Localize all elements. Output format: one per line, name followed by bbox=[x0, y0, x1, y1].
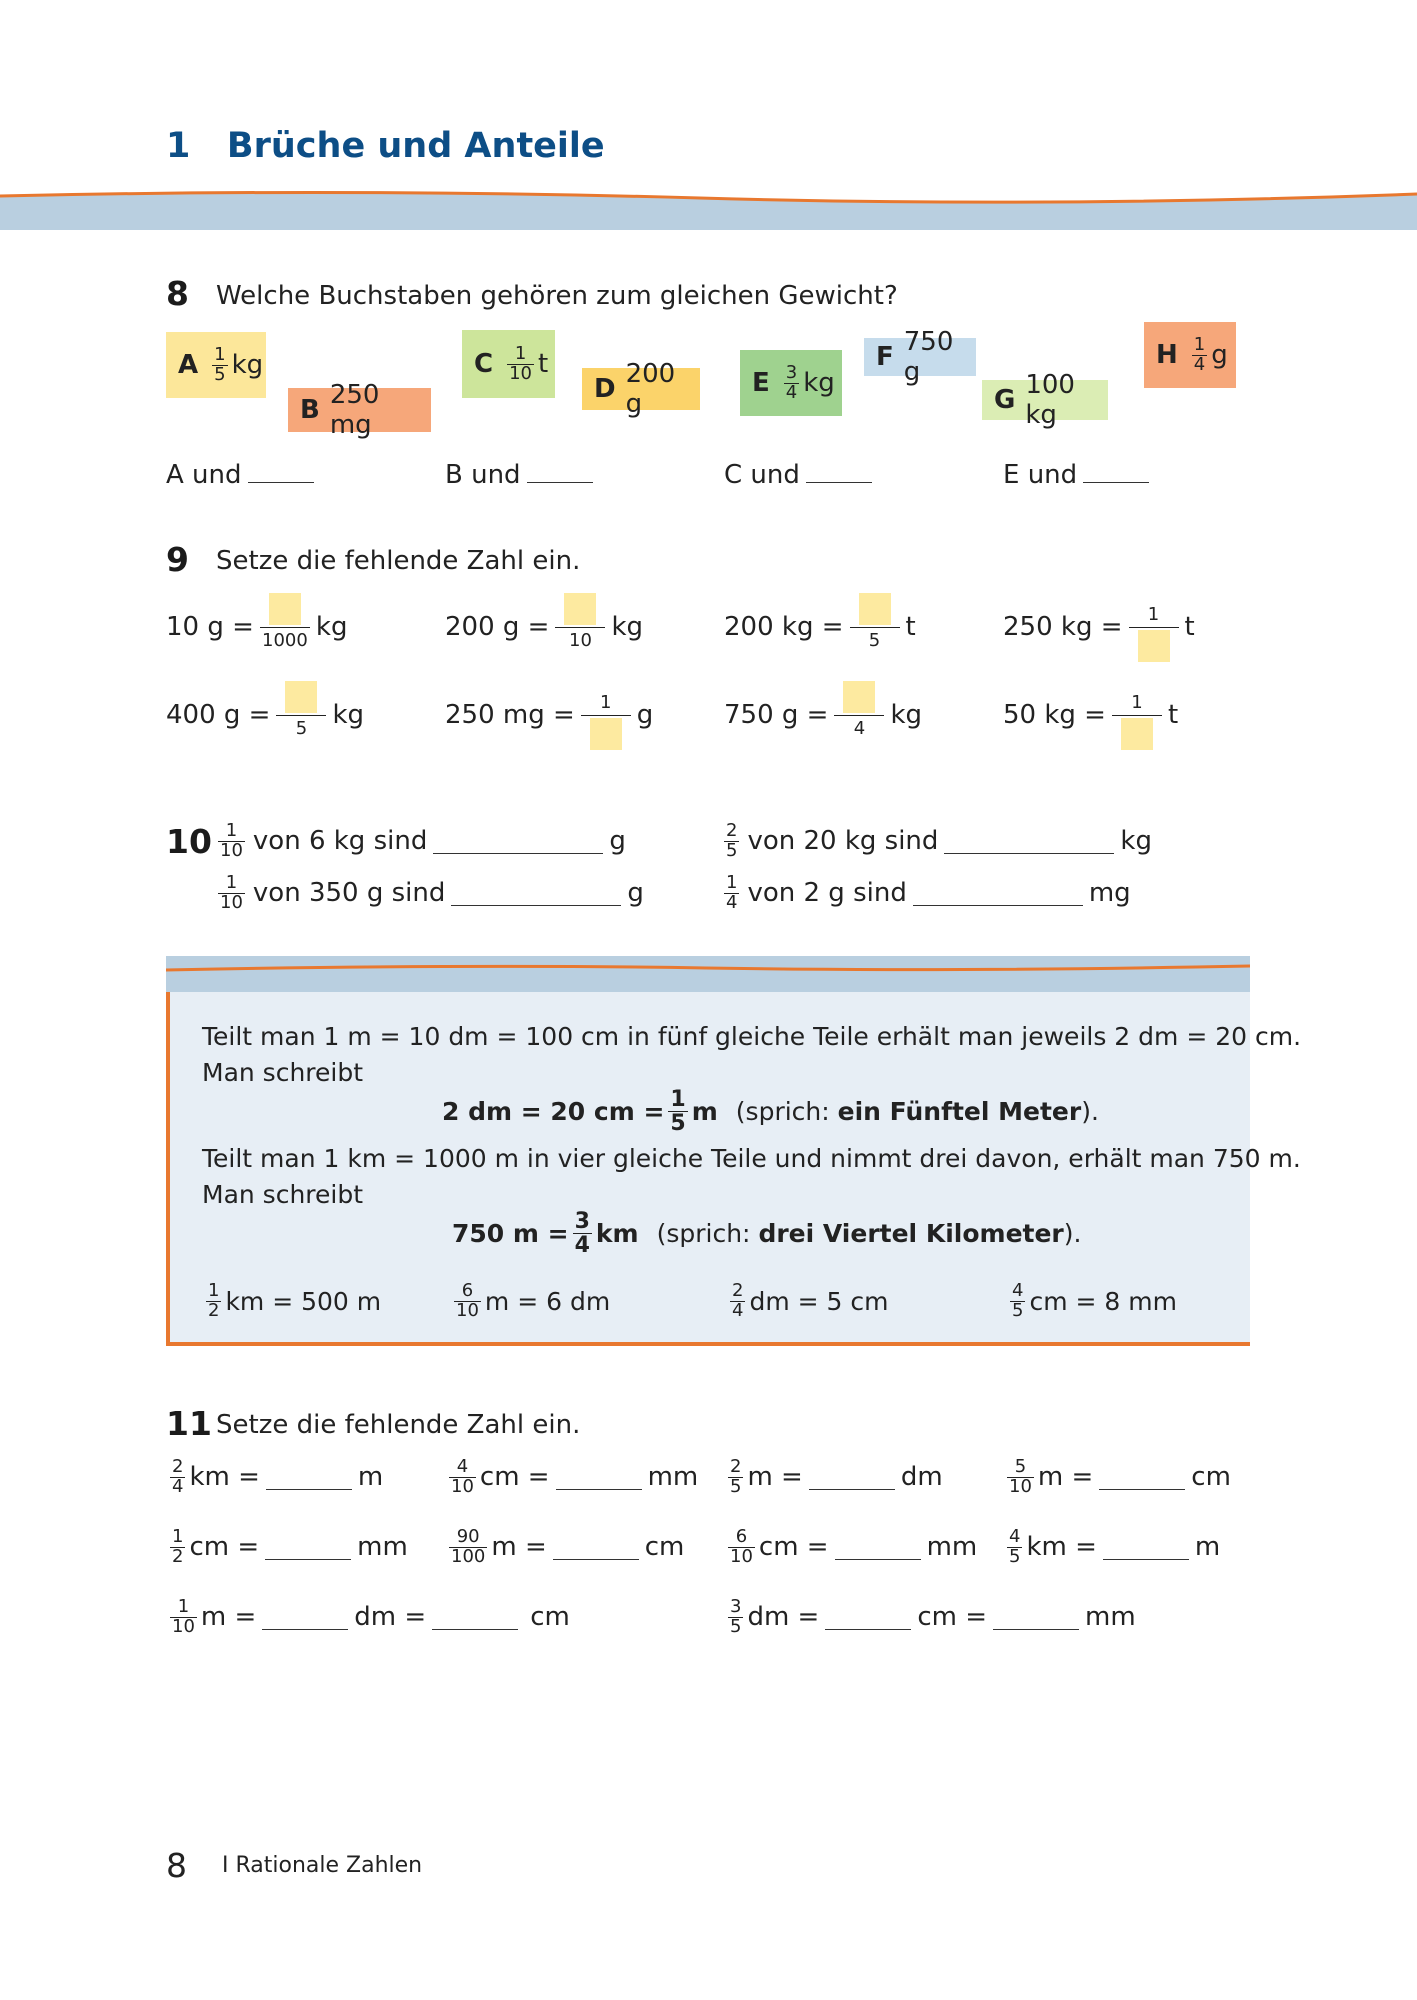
ex9-item: 750 g = 4 kg bbox=[724, 676, 922, 754]
answer-e-blank[interactable] bbox=[1083, 458, 1149, 483]
answer-a-blank[interactable] bbox=[248, 458, 314, 483]
weight-tag-a: A $\frac{1}{5}$ kg bbox=[166, 332, 266, 398]
missing-number-box[interactable] bbox=[269, 593, 301, 625]
page-number: 8 bbox=[166, 1846, 187, 1885]
ex10-blank[interactable] bbox=[913, 881, 1083, 906]
info-example: $\frac{2}{4}$ dm = 5 cm bbox=[732, 1280, 889, 1321]
info-p1-line2: Man schreibt bbox=[202, 1058, 364, 1087]
ex11-item: $\frac{5}{10}$ m = cm bbox=[1009, 1456, 1231, 1497]
ex11-blank[interactable] bbox=[556, 1465, 642, 1490]
ex10-blank[interactable] bbox=[433, 829, 603, 854]
ex9-item: 200 kg = 5 t bbox=[724, 588, 916, 666]
ex11-item: $\frac{2}{4}$ km = m bbox=[172, 1456, 384, 1497]
exercise-11-number: 11 bbox=[166, 1404, 212, 1443]
ex11-blank[interactable] bbox=[553, 1535, 639, 1560]
weight-tag-h: H $\frac{1}{4}$ g bbox=[1144, 322, 1236, 388]
info-formula-2: 750 m = $\frac{3}{4}$ km (sprich: drei Viertel Kilometer ). bbox=[452, 1209, 1082, 1259]
chapter-title-text: Brüche und Anteile bbox=[226, 126, 605, 166]
ex11-item: $\frac{1}{10}$ m = dm = cm bbox=[172, 1596, 570, 1637]
info-p2-line2: Man schreibt bbox=[202, 1180, 364, 1209]
ex11-blank[interactable] bbox=[262, 1605, 348, 1630]
answer-a: A und bbox=[166, 458, 320, 490]
info-p2-line1: Teilt man 1 km = 1000 m in vier gleiche Teile und nimmt drei davon, erhält man 750 m. bbox=[202, 1144, 1301, 1173]
ex11-item: $\frac{2}{5}$ m = dm bbox=[730, 1456, 943, 1497]
chapter-title bbox=[166, 126, 605, 166]
ex11-item: $\frac{6}{10}$ cm = mm bbox=[730, 1526, 978, 1567]
ex10-blank[interactable] bbox=[451, 881, 621, 906]
ex9-item: 400 g = 5 kg bbox=[166, 676, 364, 754]
exercise-8-number: 8 bbox=[166, 274, 189, 313]
ex10-item: $\frac{1}{10}$ von 6 kg sind g bbox=[220, 820, 626, 861]
ex10-item: $\frac{1}{4}$ von 2 g sind mg bbox=[726, 872, 1131, 913]
ex11-blank[interactable] bbox=[266, 1465, 352, 1490]
info-box bbox=[166, 992, 1302, 1346]
missing-number-box[interactable] bbox=[285, 681, 317, 713]
weight-tag-e: E $\frac{3}{4}$ kg bbox=[740, 350, 842, 416]
ex11-item: $\frac{4}{5}$ km = m bbox=[1009, 1526, 1221, 1567]
missing-number-box[interactable] bbox=[564, 593, 596, 625]
answer-e: E und bbox=[1003, 458, 1155, 490]
weight-tag-g: G 100 kg bbox=[982, 380, 1108, 420]
answer-c-blank[interactable] bbox=[806, 458, 872, 483]
weight-tag-d: D 200 g bbox=[582, 368, 700, 410]
ex11-blank[interactable] bbox=[265, 1535, 351, 1560]
ex11-item: $\frac{1}{2}$ cm = mm bbox=[172, 1526, 408, 1567]
ex10-blank[interactable] bbox=[944, 829, 1114, 854]
ex11-blank[interactable] bbox=[809, 1465, 895, 1490]
exercise-10-number: 10 bbox=[166, 822, 212, 861]
info-p1-line1: Teilt man 1 m = 10 dm = 100 cm in fünf gleiche Teile erhält man jeweils 2 dm = 20 cm. bbox=[202, 1022, 1302, 1051]
ex11-blank[interactable] bbox=[835, 1535, 921, 1560]
ex11-blank[interactable] bbox=[825, 1605, 911, 1630]
weight-tag-f: F 750 g bbox=[864, 338, 976, 376]
footer-section: I Rationale Zahlen bbox=[222, 1853, 423, 1878]
chapter-number: 1 bbox=[166, 126, 191, 166]
ex9-item: 50 kg = 1 t bbox=[1003, 676, 1178, 754]
weight-tag-b: B 250 mg bbox=[288, 388, 431, 432]
weight-tag-c: C $\frac{1}{10}$ t bbox=[462, 330, 555, 398]
ex9-item: 250 mg = 1 g bbox=[445, 676, 653, 754]
info-example: $\frac{6}{10}$ m = 6 dm bbox=[456, 1280, 611, 1321]
missing-number-box[interactable] bbox=[590, 718, 622, 750]
ex11-item: $\frac{4}{10}$ cm = mm bbox=[451, 1456, 699, 1497]
ex9-item: 10 g = 1000 kg bbox=[166, 588, 347, 666]
ex11-blank[interactable] bbox=[993, 1605, 1079, 1630]
exercise-8-instruction: Welche Buchstaben gehören zum gleichen Gewicht? bbox=[216, 281, 898, 311]
missing-number-box[interactable] bbox=[843, 681, 875, 713]
ex9-item: 250 kg = 1 t bbox=[1003, 588, 1195, 666]
info-example: $\frac{4}{5}$ cm = 8 mm bbox=[1012, 1280, 1177, 1321]
ex9-item: 200 g = 10 kg bbox=[445, 588, 643, 666]
answer-b: B und bbox=[445, 458, 599, 490]
missing-number-box[interactable] bbox=[1121, 718, 1153, 750]
ex11-blank[interactable] bbox=[1099, 1465, 1185, 1490]
ex11-item: $\frac{90}{100}$ m = cm bbox=[451, 1526, 685, 1567]
ex11-item: $\frac{3}{5}$ dm = cm = mm bbox=[730, 1596, 1136, 1637]
ex10-item: $\frac{2}{5}$ von 20 kg sind kg bbox=[726, 820, 1152, 861]
answer-b-blank[interactable] bbox=[527, 458, 593, 483]
exercise-11-instruction: Setze die fehlende Zahl ein. bbox=[216, 1410, 581, 1440]
header-band bbox=[0, 186, 1417, 230]
info-box-band bbox=[166, 956, 1250, 992]
exercise-9-instruction: Setze die fehlende Zahl ein. bbox=[216, 546, 581, 576]
ex10-item: $\frac{1}{10}$ von 350 g sind g bbox=[220, 872, 644, 913]
info-example: $\frac{1}{2}$ km = 500 m bbox=[208, 1280, 382, 1321]
answer-c: C und bbox=[724, 458, 878, 490]
missing-number-box[interactable] bbox=[1138, 630, 1170, 662]
missing-number-box[interactable] bbox=[859, 593, 891, 625]
ex11-blank[interactable] bbox=[432, 1605, 518, 1630]
exercise-9-number: 9 bbox=[166, 540, 189, 579]
ex11-blank[interactable] bbox=[1103, 1535, 1189, 1560]
info-formula-1: 2 dm = 20 cm = $\frac{1}{5}$ m (sprich: ein Fünftel Meter ). bbox=[442, 1087, 1099, 1137]
